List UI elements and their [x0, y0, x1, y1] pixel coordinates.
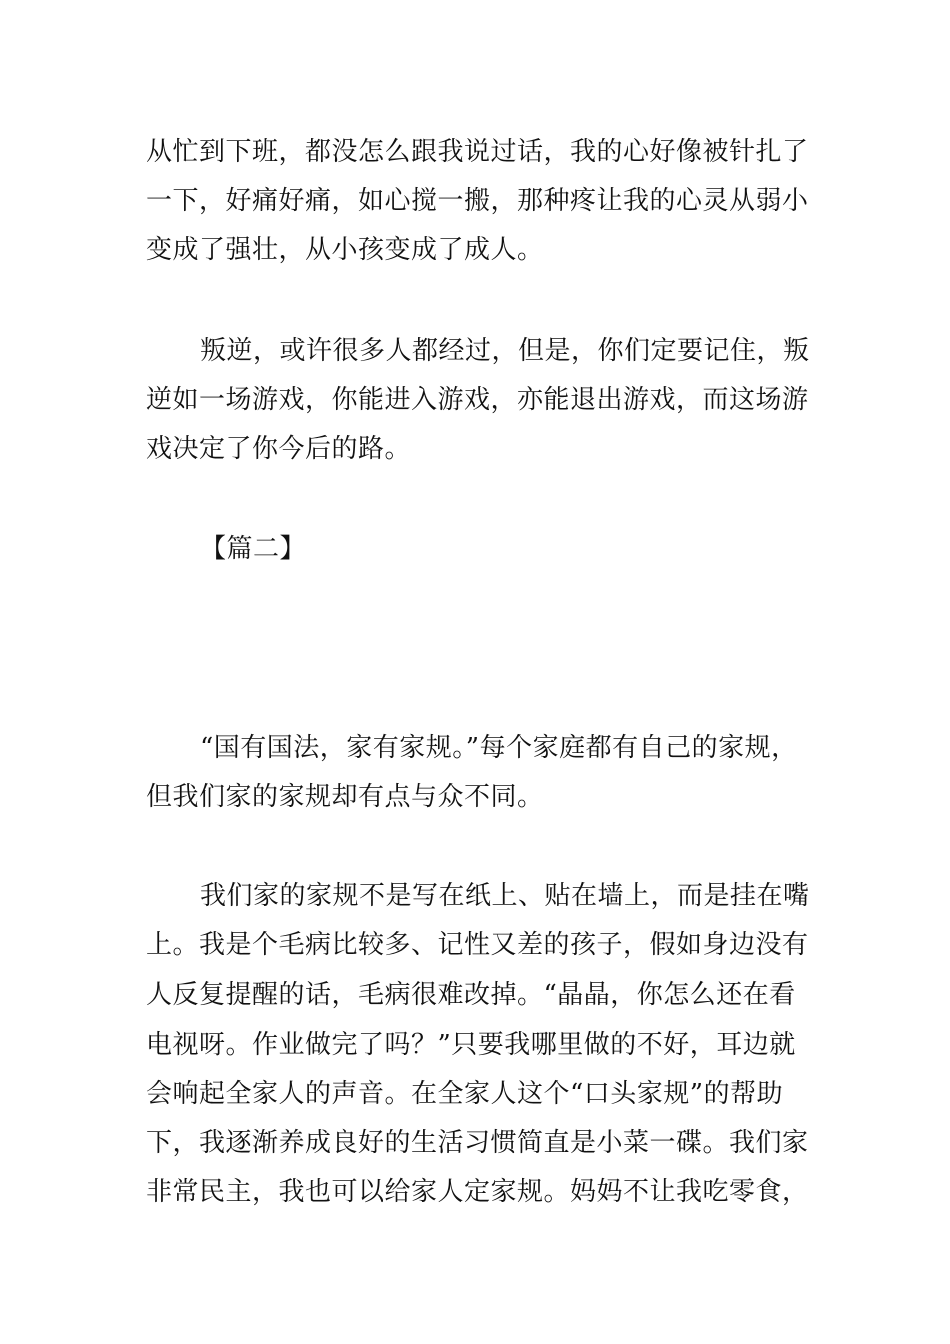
section-heading: 【篇二】: [200, 534, 307, 564]
paragraph-line: 上。我是个毛病比较多、记性又差的孩子，假如身边没有: [146, 930, 809, 960]
paragraph-line: 变成了强壮，从小孩变成了成人。: [146, 235, 544, 265]
paragraph-line: 从忙到下班，都没怎么跟我说过话，我的心好像被针扎了: [146, 137, 809, 167]
paragraph-line: “国有国法，家有家规。”每个家庭都有自己的家规，: [200, 733, 798, 763]
paragraph-line: 下，我逐渐养成良好的生活习惯简直是小菜一碟。我们家: [146, 1128, 809, 1158]
paragraph-line: 人反复提醒的话，毛病很难改掉。“晶晶，你怎么还在看: [146, 980, 796, 1010]
paragraph-line: 叛逆，或许很多人都经过，但是，你们定要记住，叛: [200, 336, 810, 366]
paragraph-line: 一下，好痛好痛，如心搅一搬，那种疼让我的心灵从弱小: [146, 186, 809, 216]
paragraph-line: 非常民主，我也可以给家人定家规。妈妈不让我吃零食，: [146, 1177, 809, 1207]
paragraph-line: 我们家的家规不是写在纸上、贴在墙上，而是挂在嘴: [200, 881, 810, 911]
paragraph-line: 会响起全家人的声音。在全家人这个“口头家规”的帮助: [146, 1079, 784, 1109]
paragraph-line: 逆如一场游戏，你能进入游戏，亦能退出游戏，而这场游: [146, 385, 809, 415]
paragraph-line: 但我们家的家规却有点与众不同。: [146, 782, 544, 812]
paragraph-line: 电视呀。作业做完了吗？”只要我哪里做的不好，耳边就: [146, 1030, 796, 1060]
paragraph-line: 戏决定了你今后的路。: [146, 434, 412, 464]
